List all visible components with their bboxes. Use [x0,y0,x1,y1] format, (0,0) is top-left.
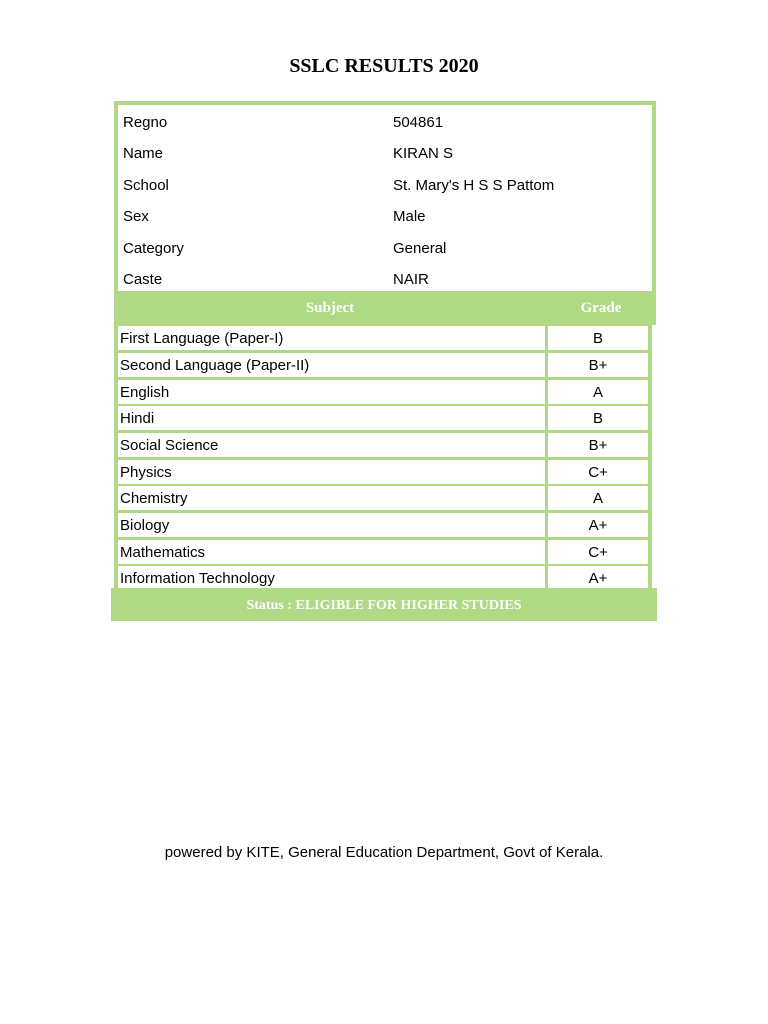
table-row [114,460,652,484]
table-row [114,353,652,377]
subject-cell: Social Science [118,433,545,457]
subject-cell: English [118,380,545,404]
category-value: General [393,240,447,257]
info-row-school [118,170,652,201]
school-label: School [123,177,169,194]
grade-cell: B [548,406,648,430]
table-row [114,406,652,430]
grade-table [114,325,652,588]
grade-cell: A [548,380,648,404]
table-row [114,433,652,457]
table-row [114,540,652,564]
grade-cell: A [548,486,648,510]
grade-cell: B+ [548,353,648,377]
subject-cell: Information Technology [118,566,545,590]
name-value: KIRAN S [393,145,454,162]
status-banner: Status : ELIGIBLE FOR HIGHER STUDIES [111,588,657,621]
subject-cell: Chemistry [118,486,545,510]
table-row [114,326,652,350]
category-label: Category [123,240,184,257]
grade-table-header [114,291,656,325]
table-row [114,380,652,404]
subject-cell: First Language (Paper-I) [118,326,545,350]
caste-value: NAIR [393,271,429,288]
sex-label: Sex [123,208,149,225]
table-row [114,486,652,510]
grade-cell: B [548,326,648,350]
grade-cell: A+ [548,513,648,537]
subject-column-header: Subject [305,300,355,316]
grade-cell: B+ [548,433,648,457]
grade-cell: A+ [548,566,648,590]
student-info-box [114,101,656,295]
caste-label: Caste [123,271,163,288]
regno-value: 504861 [393,114,444,131]
subject-cell: Physics [118,460,545,484]
info-row-regno [118,107,652,138]
regno-label: Regno [123,114,168,131]
subject-cell: Mathematics [118,540,545,564]
table-row [114,566,652,590]
grade-column-header: Grade [580,300,622,316]
info-row-sex [118,201,652,232]
grade-cell: C+ [548,460,648,484]
grade-cell: C+ [548,540,648,564]
sex-value: Male [393,208,426,225]
subject-cell: Second Language (Paper-II) [118,353,545,377]
info-row-name [118,138,652,169]
page-title: SSLC RESULTS 2020 [289,55,479,77]
name-label: Name [123,145,164,162]
footer-credit: powered by KITE, General Education Department, Govt of Kerala. [164,844,604,861]
subject-cell: Hindi [118,406,545,430]
info-row-category [118,233,652,264]
subject-cell: Biology [118,513,545,537]
school-value: St. Mary's H S S Pattom [393,177,555,194]
table-row [114,513,652,537]
